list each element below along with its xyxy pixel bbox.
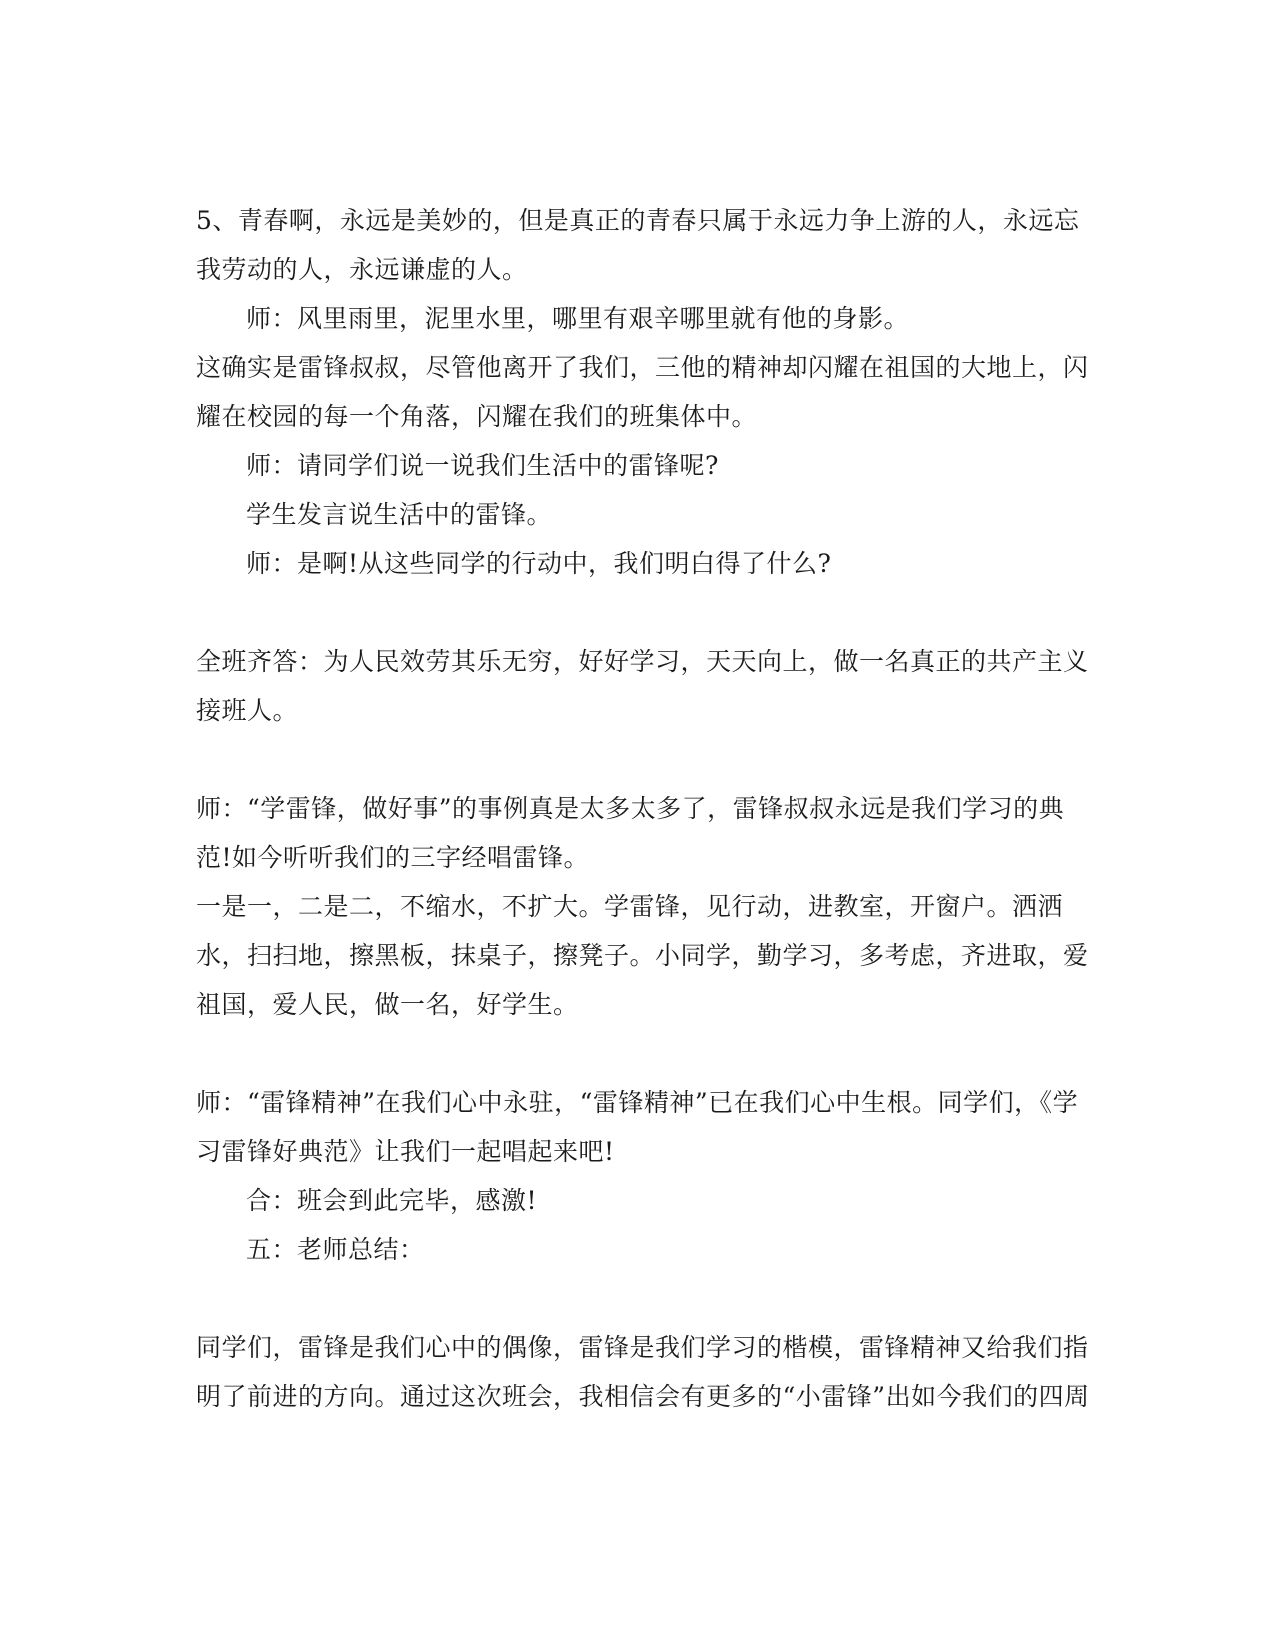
document-body (196, 196, 1096, 1421)
paragraph-teacher-what-learned: 师：是啊!从这些同学的行动中，我们明白得了什么? (246, 549, 832, 578)
paragraph-spacer (196, 1029, 1096, 1078)
paragraph-summary-heading: 五：老师总结： (246, 1235, 425, 1264)
paragraph-summary-text: 同学们，雷锋是我们心中的偶像，雷锋是我们学习的楷模，雷锋精神又给我们指明了前进的方向。通过这次班会，我相信会有更多的“小雷锋”出如今我们的四周 (196, 1333, 1090, 1411)
paragraph-spacer (196, 588, 1096, 637)
paragraph-spacer (196, 1274, 1096, 1323)
paragraph-teacher-wind-rain: 师：风里雨里，泥里水里，哪里有艰辛哪里就有他的身影。 (246, 304, 910, 333)
paragraph-spacer (196, 735, 1096, 784)
paragraph-teacher-sing: 师：“雷锋精神”在我们心中永驻，“雷锋精神”已在我们心中生根。同学们，《学习雷锋好典范》让我们一起唱起来吧! (196, 1088, 1079, 1166)
paragraph-lei-feng-spirit: 这确实是雷锋叔叔，尽管他离开了我们，三他的精神却闪耀在祖国的大地上，闪耀在校园的每一个角落，闪耀在我们的班集体中。 (196, 353, 1089, 431)
paragraph-student-speech: 学生发言说生活中的雷锋。 (246, 500, 553, 529)
paragraph-youth-quote: 5、青春啊，永远是美妙的，但是真正的青春只属于永远力争上游的人，永远忘我劳动的人，永远谦虚的人。 (196, 206, 1080, 284)
paragraph-three-character-verse: 一是一，二是二，不缩水，不扩大。学雷锋，见行动，进教室，开窗户。洒洒水，扫扫地，擦黑板，抹桌子，擦凳子。小同学，勤学习，多考虑，齐进取，爱祖国，爱人民，做一名，好学生。 (196, 892, 1089, 1019)
paragraph-class-answer: 全班齐答：为人民效劳其乐无穷，好好学习，天天向上，做一名真正的共产主义接班人。 (196, 647, 1089, 725)
paragraph-teacher-question: 师：请同学们说一说我们生活中的雷锋呢? (246, 451, 719, 480)
paragraph-closing-thanks: 合：班会到此完毕，感激! (246, 1186, 538, 1215)
paragraph-teacher-examples: 师：“学雷锋，做好事”的事例真是太多太多了，雷锋叔叔永远是我们学习的典范!如今听听我们的三字经唱雷锋。 (196, 794, 1065, 872)
